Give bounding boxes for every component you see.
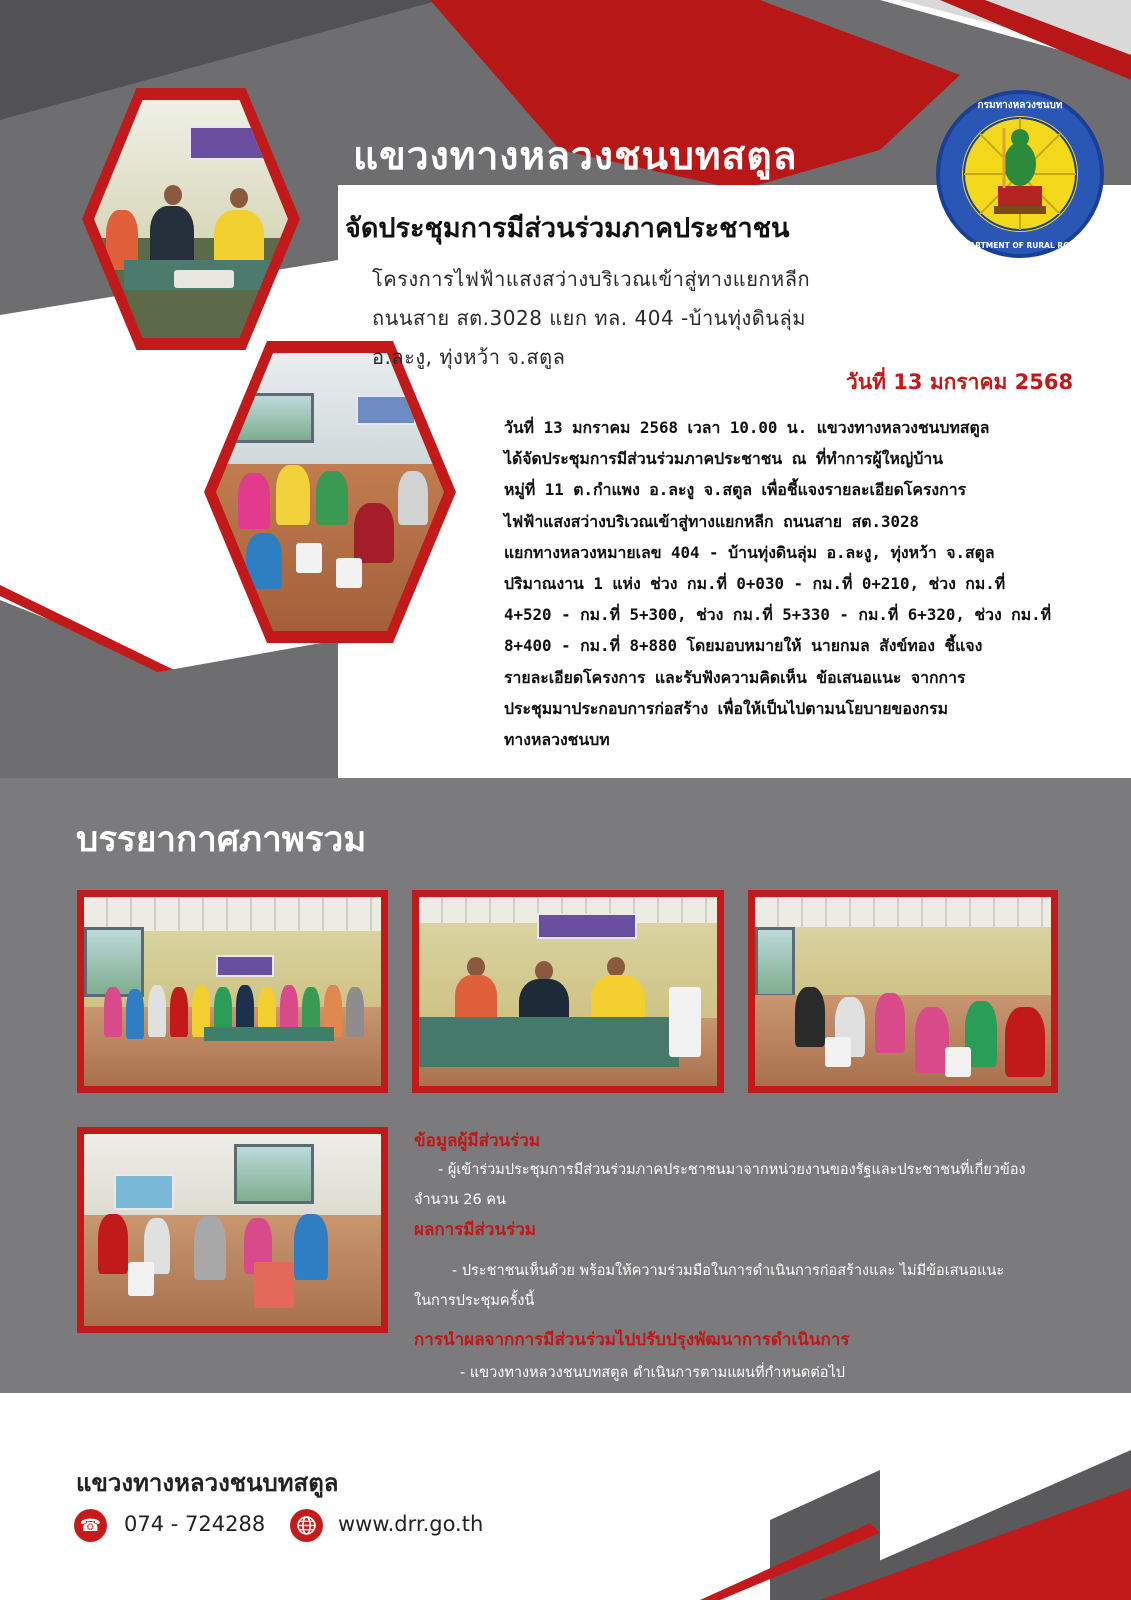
body-line: หมู่ที่ 11 ต.กำแพง อ.ละงู จ.สตูล เพื่อชี้แจงรายละเอียดโครงการ [504, 480, 967, 500]
rural-roads-emblem-logo [934, 88, 1106, 260]
participants-text-2: จำนวน 26 คน [414, 1192, 506, 1208]
body-line: แยกทางหลวงหมายเลข 404 - บ้านทุ่งดินลุ่ม อ.ละงู, ทุ่งหว้า จ.สตูล [504, 542, 995, 562]
globe-icon-glyph [296, 1515, 317, 1536]
improvement-text: - แขวงทางหลวงชนบทสตูล ดำเนินการตามแผนที่กำหนดต่อไป [460, 1365, 845, 1381]
results-text-1: - ประชาชนเห็นด้วย พร้อมให้ความร่วมมือในการดำเนินการก่อสร้างและ ไม่มีข้อเสนอแนะ [452, 1263, 1005, 1279]
body-line: 4+520 - กม.ที่ 5+300, ช่วง กม.ที่ 5+330 - กม.ที่ 6+320, ช่วง กม.ที่ [504, 605, 1052, 625]
website-link[interactable]: www.drr.go.th [338, 1512, 484, 1536]
overview-photo-1 [84, 897, 381, 1086]
body-line: ได้จัดประชุมการมีส่วนร่วมภาคประชาชน ณ ที่ทำการผู้ใหญ่บ้าน [504, 449, 944, 469]
phone-icon: ☎ [74, 1509, 107, 1542]
phone-number: 074 - 724288 [124, 1512, 266, 1536]
footer-org-name: แขวงทางหลวงชนบทสตูล [76, 1469, 339, 1497]
meeting-date: วันที่ 13 มกราคม 2568 [846, 370, 1074, 394]
body-paragraph [504, 412, 1089, 755]
emblem-top-text: กรมทางหลวงชนบท [977, 100, 1063, 111]
globe-icon [290, 1509, 323, 1542]
results-text-2: ในการประชุมครั้งนี้ [414, 1293, 535, 1309]
body-line: 8+400 - กม.ที่ 8+880 โดยมอบหมายให้ นายกมล สังข์ทอง ชี้แจง [504, 636, 983, 656]
emblem-bottom-text: DEPARTMENT OF RURAL ROADS [953, 241, 1087, 250]
body-line: วันที่ 13 มกราคม 2568 เวลา 10.00 น. แขวงทางหลวงชนบทสตูล [504, 418, 990, 437]
org-title: แขวงทางหลวงชนบทสตูล [353, 134, 798, 179]
overview-title: บรรยากาศภาพรวม [76, 820, 367, 860]
body-line: ไฟฟ้าแสงสว่างบริเวณเข้าสู่ทางแยกหลีก ถนนสาย สต.3028 [504, 511, 920, 531]
overview-photo-4 [84, 1134, 381, 1326]
participants-text-1: - ผู้เข้าร่วมประชุมการมีส่วนร่วมภาคประชาชนมาจากหน่วยงานของรัฐและประชาชนที่เกี่ยวข้อง [438, 1162, 1026, 1178]
body-line: รายละเอียดโครงการ และรับฟังความคิดเห็น ข้อเสนอแนะ จากการ [504, 667, 966, 687]
project-line-1: โครงการไฟฟ้าแสงสว่างบริเวณเข้าสู่ทางแยกหลีก [372, 267, 811, 291]
results-heading: ผลการมีส่วนร่วม [414, 1220, 536, 1240]
overview-photo-3 [755, 897, 1051, 1086]
body-line: ทางหลวงชนบท [504, 730, 610, 750]
overview-photo-2 [419, 897, 717, 1086]
participants-heading: ข้อมูลผู้มีส่วนร่วม [414, 1131, 541, 1151]
body-line: ปริมาณงาน 1 แห่ง ช่วง กม.ที่ 0+030 - กม.ที่ 0+210, ช่วง กม.ที่ [504, 574, 1006, 594]
project-line-2: ถนนสาย สต.3028 แยก ทล. 404 -บ้านทุ่งดินลุ่ม [372, 306, 806, 330]
body-line: ประชุมมาประกอบการก่อสร้าง เพื่อให้เป็นไปตามนโยบายของกรม [504, 698, 949, 718]
project-line-3: อ.ละงู, ทุ่งหว้า จ.สตูล [372, 345, 566, 369]
improvement-heading: การนำผลจากการมีส่วนร่วมไปปรับปรุงพัฒนาการดำเนินการ [414, 1330, 850, 1350]
meeting-title: จัดประชุมการมีส่วนร่วมภาคประชาชน [345, 213, 790, 244]
